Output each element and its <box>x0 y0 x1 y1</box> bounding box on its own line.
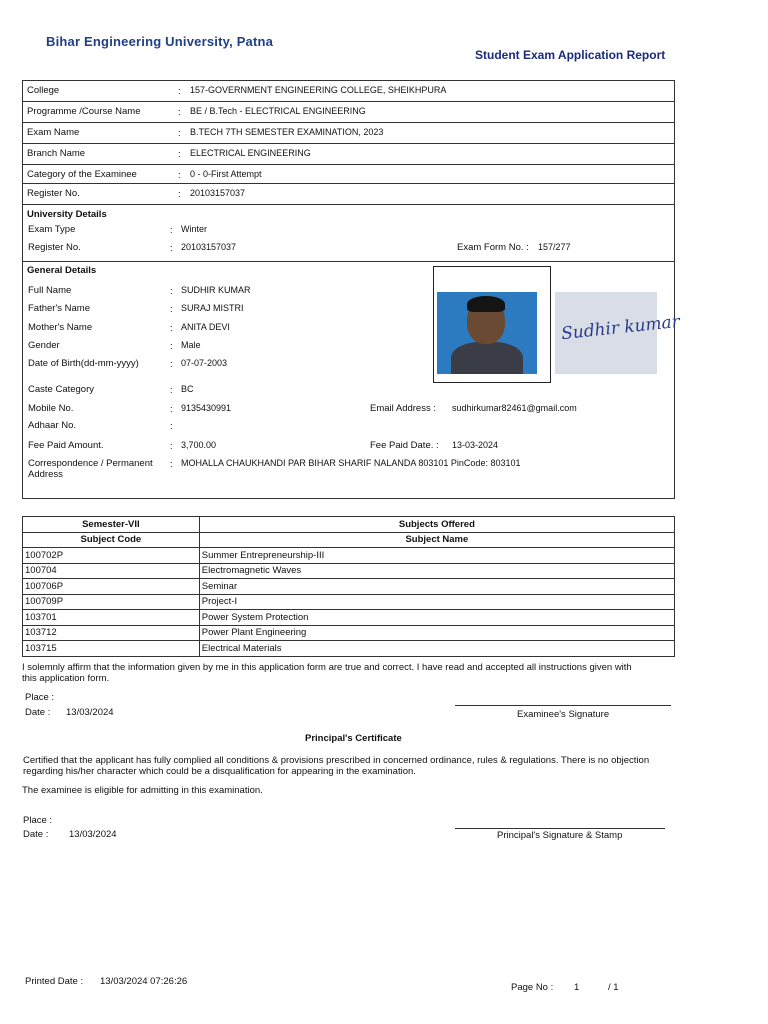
fee-date-label: Fee Paid Date. : <box>370 440 439 451</box>
email-label: Email Address : <box>370 403 436 414</box>
place-label: Place : <box>25 692 55 703</box>
examinee-signature-label: Examinee's Signature <box>517 709 610 720</box>
colon: : <box>170 225 173 236</box>
caste-label: Caste Category <box>28 384 95 395</box>
father-name-label: Father's Name <box>28 303 91 314</box>
student-signature-image <box>555 292 681 374</box>
section-title: University Details <box>27 209 107 220</box>
principal-certificate-line-2: regarding his/her character which could be a disqualification for appearing in the examination. <box>23 766 416 777</box>
info-value: 0 - 0-First Attempt <box>190 169 262 179</box>
fee-label: Fee Paid Amount. <box>28 440 104 451</box>
colon: : <box>170 459 173 470</box>
report-title: Student Exam Application Report <box>475 48 666 62</box>
subject-code-header: Subject Code <box>23 532 200 548</box>
email-value: sudhirkumar82461@gmail.com <box>452 403 577 413</box>
application-info-table <box>22 80 675 205</box>
subject-name-header: Subject Name <box>199 532 674 548</box>
register-value: 20103157037 <box>181 242 237 252</box>
eligibility-statement: The examinee is eligible for admitting in this examination. <box>22 785 263 796</box>
principal-signature-label: Principal's Signature & Stamp <box>497 830 623 841</box>
info-row-category <box>23 165 674 184</box>
declaration-line-1: I solemnly affirm that the information given by me in this application form are true and correct. I have read and accepted all instructions given with <box>22 662 632 673</box>
info-value: BE / B.Tech - ELECTRICAL ENGINEERING <box>190 106 366 116</box>
subject-code: 100709P <box>23 594 200 610</box>
colon: : <box>170 441 173 452</box>
colon: : <box>170 385 173 396</box>
principal-date: 13/03/2024 <box>69 829 117 840</box>
table-row <box>23 625 675 641</box>
section-title: General Details <box>27 265 97 276</box>
colon: : <box>170 421 173 432</box>
semester-header: Semester-VII <box>23 517 200 533</box>
subject-code: 100706P <box>23 579 200 595</box>
full-name-value: SUDHIR KUMAR <box>181 285 251 295</box>
address-value: MOHALLA CHAUKHANDI PAR BIHAR SHARIF NALANDA 803101 PinCode: 803101 <box>181 458 521 468</box>
fee-value: 3,700.00 <box>181 440 217 450</box>
exam-type-value: Winter <box>181 224 208 234</box>
info-label: Exam Name <box>27 127 80 138</box>
declaration-line-2: this application form. <box>22 673 110 684</box>
subject-name: Power Plant Engineering <box>199 625 674 641</box>
mother-name-label: Mother's Name <box>28 322 93 333</box>
fee-date-value: 13-03-2024 <box>452 440 499 450</box>
subject-code: 103715 <box>23 641 200 657</box>
colon: : <box>170 323 173 334</box>
info-colon: : <box>178 86 181 97</box>
subject-code: 103712 <box>23 625 200 641</box>
info-colon: : <box>178 107 181 118</box>
subject-name: Electrical Materials <box>199 641 674 657</box>
subjects-offered-header: Subjects Offered <box>199 517 674 533</box>
info-row-register <box>23 184 674 206</box>
colon: : <box>170 404 173 415</box>
colon: : <box>170 286 173 297</box>
info-value: ELECTRICAL ENGINEERING <box>190 148 311 158</box>
mobile-label: Mobile No. <box>28 403 74 414</box>
table-row <box>23 579 675 595</box>
date-label: Date : <box>25 707 51 718</box>
exam-form-label: Exam Form No. : <box>457 242 529 253</box>
university-details-section <box>22 205 675 262</box>
info-colon: : <box>178 189 181 200</box>
page-current: 1 <box>574 982 580 993</box>
subject-name: Project-I <box>199 594 674 610</box>
gender-value: Male <box>181 340 201 350</box>
principal-date-label: Date : <box>23 829 49 840</box>
subject-name: Seminar <box>199 579 674 595</box>
info-value: 20103157037 <box>190 188 246 198</box>
info-label: Register No. <box>27 188 80 199</box>
info-colon: : <box>178 128 181 139</box>
table-row <box>23 594 675 610</box>
info-row-branch <box>23 144 674 165</box>
subject-name: Power System Protection <box>199 610 674 626</box>
info-value: 157-GOVERNMENT ENGINEERING COLLEGE, SHEIKHPURA <box>190 85 447 95</box>
mother-name-value: ANITA DEVI <box>181 322 230 332</box>
table-row <box>23 641 675 657</box>
info-label: College <box>27 85 60 96</box>
subject-code: 100702P <box>23 548 200 564</box>
colon: : <box>170 304 173 315</box>
colon: : <box>170 243 173 254</box>
subject-name: Summer Entrepreneurship-III <box>199 548 674 564</box>
page-total: / 1 <box>608 982 619 993</box>
printed-date-value: 13/03/2024 07:26:26 <box>100 976 188 987</box>
subjects-table <box>22 516 675 657</box>
examinee-signature-line <box>455 705 671 706</box>
subject-name: Electromagnetic Waves <box>199 563 674 579</box>
principal-certificate-title: Principal's Certificate <box>305 733 402 744</box>
full-name-label: Full Name <box>28 285 72 296</box>
info-row-exam-name <box>23 123 674 144</box>
table-row <box>23 548 675 564</box>
father-name-value: SURAJ MISTRI <box>181 303 244 313</box>
student-photo <box>437 292 537 374</box>
subject-code: 103701 <box>23 610 200 626</box>
principal-place-label: Place : <box>23 815 53 826</box>
mobile-value: 9135430991 <box>181 403 232 413</box>
info-colon: : <box>178 149 181 160</box>
subject-code: 100704 <box>23 563 200 579</box>
page-number-label: Page No : <box>511 982 554 993</box>
info-label: Branch Name <box>27 148 86 159</box>
info-row-programme <box>23 102 674 123</box>
university-logo-text: Bihar Engineering University, Patna <box>46 34 274 49</box>
colon: : <box>170 359 173 370</box>
caste-value: BC <box>181 384 194 394</box>
address-label-line2: Address <box>28 469 63 480</box>
gender-label: Gender <box>28 340 60 351</box>
printed-date-label: Printed Date : <box>25 976 84 987</box>
declaration-date: 13/03/2024 <box>66 707 114 718</box>
exam-type-label: Exam Type <box>28 224 76 235</box>
principal-certificate-line-1: Certified that the applicant has fully complied all conditions & provisions prescribed in concerned ordinance, rules & regulations. There is no objection <box>23 755 650 766</box>
table-row <box>23 610 675 626</box>
colon: : <box>170 341 173 352</box>
info-colon: : <box>178 170 181 181</box>
signature-handwriting: Sudhir kumar <box>560 311 681 345</box>
info-label: Category of the Examinee <box>27 169 137 180</box>
adhaar-label: Adhaar No. <box>28 420 77 431</box>
dob-label: Date of Birth(dd-mm-yyyy) <box>28 358 139 369</box>
address-label: Correspondence / Permanent <box>28 458 153 469</box>
info-value: B.TECH 7TH SEMESTER EXAMINATION, 2023 <box>190 127 384 137</box>
info-label: Programme /Course Name <box>27 106 141 117</box>
exam-form-value: 157/277 <box>538 242 571 252</box>
principal-signature-line <box>455 828 665 829</box>
table-row <box>23 563 675 579</box>
dob-value: 07-07-2003 <box>181 358 228 368</box>
register-label: Register No. <box>28 242 81 253</box>
info-row-college <box>23 81 674 102</box>
